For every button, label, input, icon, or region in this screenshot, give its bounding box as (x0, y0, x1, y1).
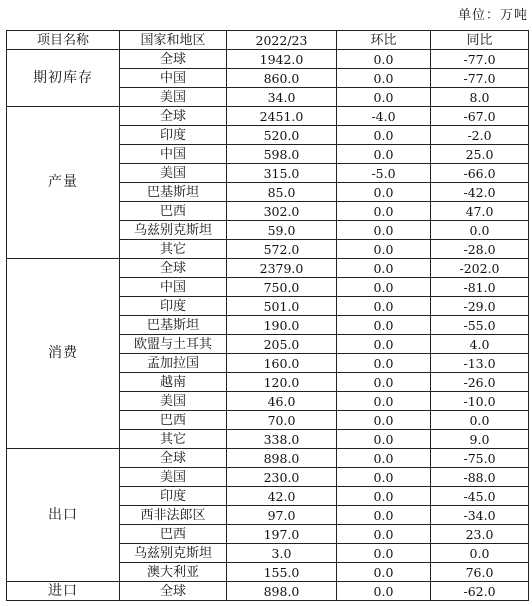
mom-cell: 0.0 (337, 430, 431, 449)
mom-cell: 0.0 (337, 221, 431, 240)
unit-label: 单位：万吨 (457, 8, 528, 23)
value-cell: 315.0 (227, 164, 337, 183)
mom-cell: 0.0 (337, 468, 431, 487)
region-cell: 巴基斯坦 (120, 183, 227, 202)
header-row (7, 31, 529, 50)
value-cell: 205.0 (227, 335, 337, 354)
region-cell: 印度 (120, 297, 227, 316)
mom-cell: 0.0 (337, 50, 431, 69)
yoy-cell: -77.0 (431, 69, 529, 88)
region-cell: 美国 (120, 164, 227, 183)
region-cell: 澳大利亚 (120, 563, 227, 582)
mom-cell: 0.0 (337, 563, 431, 582)
table-row (7, 582, 529, 601)
value-cell: 520.0 (227, 126, 337, 145)
region-cell: 孟加拉国 (120, 354, 227, 373)
mom-cell: 0.0 (337, 88, 431, 107)
table-row (7, 259, 529, 278)
region-cell: 越南 (120, 373, 227, 392)
value-cell: 120.0 (227, 373, 337, 392)
mom-cell: 0.0 (337, 316, 431, 335)
yoy-cell: 23.0 (431, 525, 529, 544)
mom-cell: 0.0 (337, 240, 431, 259)
region-cell: 巴基斯坦 (120, 316, 227, 335)
yoy-cell: -88.0 (431, 468, 529, 487)
table-row (7, 50, 529, 69)
region-cell: 全球 (120, 449, 227, 468)
category-cell: 产量 (7, 107, 120, 259)
value-cell: 501.0 (227, 297, 337, 316)
yoy-cell: -55.0 (431, 316, 529, 335)
yoy-cell: -62.0 (431, 582, 529, 601)
yoy-cell: -10.0 (431, 392, 529, 411)
region-cell: 美国 (120, 392, 227, 411)
yoy-cell: 0.0 (431, 221, 529, 240)
value-cell: 1942.0 (227, 50, 337, 69)
header-season: 2022/23 (227, 31, 337, 50)
region-cell: 乌兹别克斯坦 (120, 221, 227, 240)
mom-cell: 0.0 (337, 449, 431, 468)
yoy-cell: -75.0 (431, 449, 529, 468)
mom-cell: 0.0 (337, 335, 431, 354)
region-cell: 全球 (120, 50, 227, 69)
yoy-cell: -13.0 (431, 354, 529, 373)
region-cell: 巴西 (120, 525, 227, 544)
value-cell: 338.0 (227, 430, 337, 449)
header-yoy: 同比 (431, 31, 529, 50)
value-cell: 230.0 (227, 468, 337, 487)
yoy-cell: -81.0 (431, 278, 529, 297)
region-cell: 美国 (120, 88, 227, 107)
region-cell: 印度 (120, 126, 227, 145)
mom-cell: 0.0 (337, 354, 431, 373)
table-body (7, 50, 529, 601)
mom-cell: 0.0 (337, 411, 431, 430)
region-cell: 全球 (120, 107, 227, 126)
header-mom: 环比 (337, 31, 431, 50)
value-cell: 898.0 (227, 449, 337, 468)
yoy-cell: 8.0 (431, 88, 529, 107)
mom-cell: 0.0 (337, 202, 431, 221)
value-cell: 190.0 (227, 316, 337, 335)
yoy-cell: -26.0 (431, 373, 529, 392)
value-cell: 42.0 (227, 487, 337, 506)
category-cell: 消费 (7, 259, 120, 449)
mom-cell: 0.0 (337, 506, 431, 525)
region-cell: 美国 (120, 468, 227, 487)
value-cell: 160.0 (227, 354, 337, 373)
value-cell: 85.0 (227, 183, 337, 202)
region-cell: 全球 (120, 259, 227, 278)
yoy-cell: -28.0 (431, 240, 529, 259)
mom-cell: 0.0 (337, 297, 431, 316)
header-item-name: 项目名称 (7, 31, 120, 50)
value-cell: 2379.0 (227, 259, 337, 278)
mom-cell: -5.0 (337, 164, 431, 183)
value-cell: 860.0 (227, 69, 337, 88)
mom-cell: 0.0 (337, 278, 431, 297)
yoy-cell: 76.0 (431, 563, 529, 582)
table-row (7, 107, 529, 126)
value-cell: 197.0 (227, 525, 337, 544)
region-cell: 中国 (120, 69, 227, 88)
mom-cell: 0.0 (337, 392, 431, 411)
yoy-cell: -29.0 (431, 297, 529, 316)
category-cell: 进口 (7, 582, 120, 601)
yoy-cell: 0.0 (431, 411, 529, 430)
mom-cell: -4.0 (337, 107, 431, 126)
yoy-cell: 9.0 (431, 430, 529, 449)
mom-cell: 0.0 (337, 544, 431, 563)
mom-cell: 0.0 (337, 259, 431, 278)
region-cell: 其它 (120, 240, 227, 259)
mom-cell: 0.0 (337, 183, 431, 202)
region-cell: 其它 (120, 430, 227, 449)
mom-cell: 0.0 (337, 525, 431, 544)
value-cell: 59.0 (227, 221, 337, 240)
region-cell: 全球 (120, 582, 227, 601)
region-cell: 印度 (120, 487, 227, 506)
yoy-cell: -2.0 (431, 126, 529, 145)
value-cell: 572.0 (227, 240, 337, 259)
mom-cell: 0.0 (337, 582, 431, 601)
region-cell: 巴西 (120, 411, 227, 430)
mom-cell: 0.0 (337, 69, 431, 88)
region-cell: 西非法郎区 (120, 506, 227, 525)
region-cell: 乌兹别克斯坦 (120, 544, 227, 563)
value-cell: 750.0 (227, 278, 337, 297)
yoy-cell: 47.0 (431, 202, 529, 221)
yoy-cell: -34.0 (431, 506, 529, 525)
yoy-cell: 4.0 (431, 335, 529, 354)
yoy-cell: 25.0 (431, 145, 529, 164)
yoy-cell: -66.0 (431, 164, 529, 183)
value-cell: 97.0 (227, 506, 337, 525)
region-cell: 巴西 (120, 202, 227, 221)
value-cell: 70.0 (227, 411, 337, 430)
value-cell: 34.0 (227, 88, 337, 107)
value-cell: 598.0 (227, 145, 337, 164)
yoy-cell: -42.0 (431, 183, 529, 202)
header-region: 国家和地区 (120, 31, 227, 50)
value-cell: 155.0 (227, 563, 337, 582)
mom-cell: 0.0 (337, 126, 431, 145)
region-cell: 中国 (120, 278, 227, 297)
value-cell: 2451.0 (227, 107, 337, 126)
value-cell: 3.0 (227, 544, 337, 563)
yoy-cell: 0.0 (431, 544, 529, 563)
balance-table (6, 30, 529, 601)
table-row (7, 449, 529, 468)
region-cell: 中国 (120, 145, 227, 164)
value-cell: 302.0 (227, 202, 337, 221)
yoy-cell: -67.0 (431, 107, 529, 126)
yoy-cell: -202.0 (431, 259, 529, 278)
yoy-cell: -45.0 (431, 487, 529, 506)
category-cell: 出口 (7, 449, 120, 582)
value-cell: 46.0 (227, 392, 337, 411)
value-cell: 898.0 (227, 582, 337, 601)
mom-cell: 0.0 (337, 145, 431, 164)
region-cell: 欧盟与土耳其 (120, 335, 227, 354)
mom-cell: 0.0 (337, 373, 431, 392)
yoy-cell: -77.0 (431, 50, 529, 69)
category-cell: 期初库存 (7, 50, 120, 107)
mom-cell: 0.0 (337, 487, 431, 506)
